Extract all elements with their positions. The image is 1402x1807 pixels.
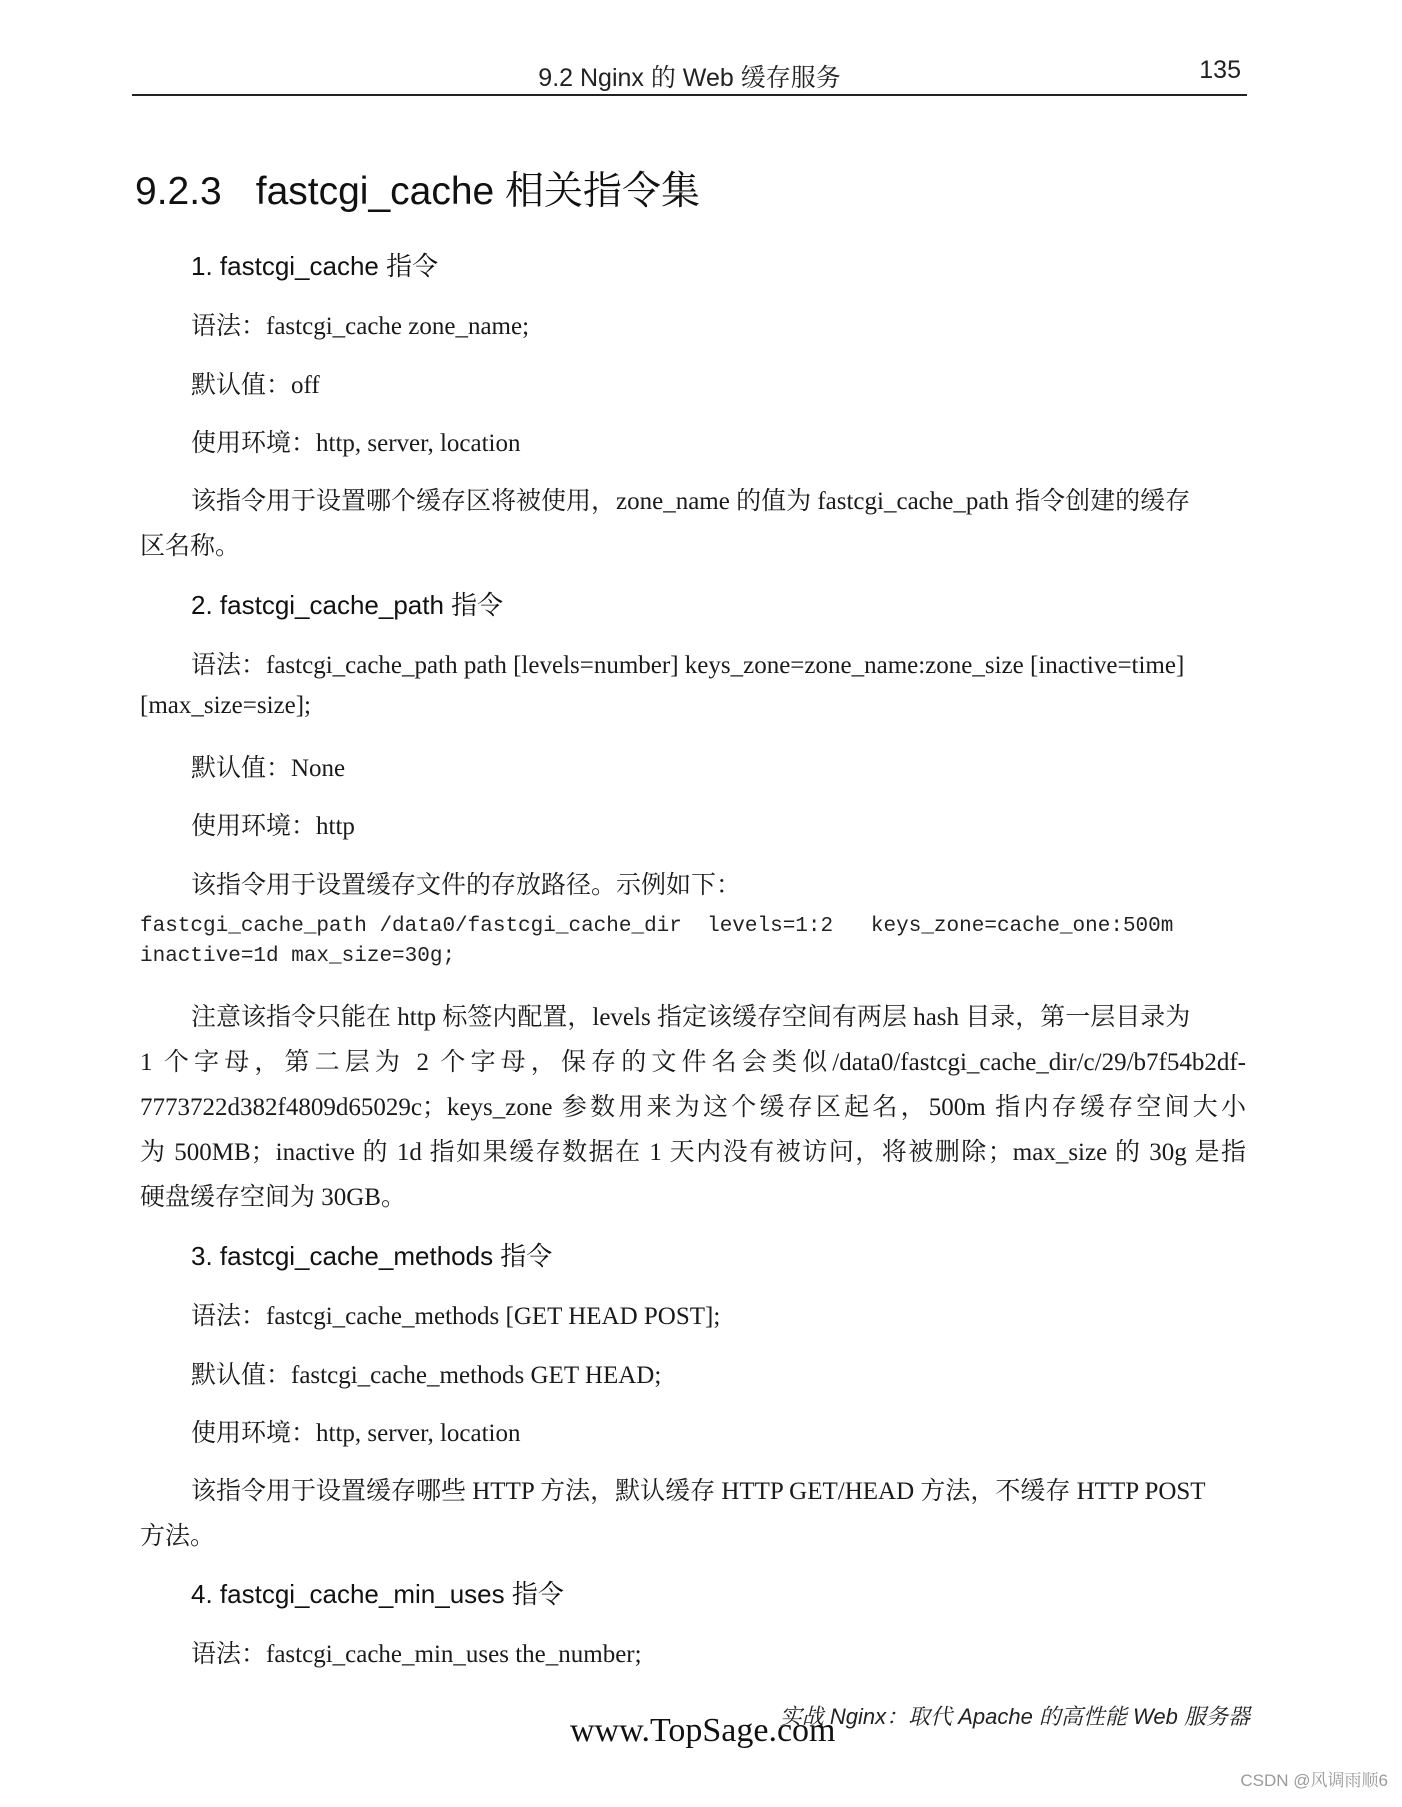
directive-1-syntax: 语法：fastcgi_cache zone_name; <box>191 313 530 340</box>
directive-2-default: 默认值：None <box>191 755 346 782</box>
directive-3-description: 该指令用于设置缓存哪些 HTTP 方法，默认缓存 HTTP GET/HEAD 方法，不缓存 HTTP POST <box>191 1478 1206 1505</box>
running-head-title: 9.2 Nginx 的 Web 缓存服务 <box>538 64 841 92</box>
directive-2-syntax: 语法：fastcgi_cache_path path [levels=number] keys_zone=zone_name:zone_size [inactive=time] <box>191 652 1185 679</box>
footer-url: www.TopSage.com <box>570 1712 836 1749</box>
directive-4-syntax: 语法：fastcgi_cache_min_uses the_number; <box>191 1641 642 1668</box>
directive-4-heading: 4. fastcgi_cache_min_uses 指令 <box>191 1579 564 1609</box>
section-title <box>135 160 700 216</box>
code-example-line-1: fastcgi_cache_path /data0/fastcgi_cache_dir levels=1:2 keys_zone=cache_one:500m <box>140 915 1174 938</box>
directive-1-heading: 1. fastcgi_cache 指令 <box>191 251 439 281</box>
directive-2-note: 注意该指令只能在 http 标签内配置，levels 指定该缓存空间有两层 hash 目录，第一层目录为 <box>191 1004 1191 1031</box>
book-series-title: 实战 Nginx：取代 Apache 的高性能 Web 服务器 <box>779 1704 1250 1729</box>
directive-3-context: 使用环境：http, server, location <box>191 1420 521 1447</box>
directive-1-description-cont: 区名称。 <box>140 533 241 560</box>
directive-2-syntax-cont: [max_size=size]; <box>140 692 311 719</box>
code-example-line-2: inactive=1d max_size=30g; <box>140 945 456 968</box>
directive-1-default: 默认值：off <box>191 372 320 399</box>
csdn-watermark: CSDN @风调雨顺6 <box>1240 1771 1388 1790</box>
directive-2-note-cont: 1 个字母，第二层为 2 个字母，保存的文件名会类似/data0/fastcgi_cache_dir/c/29/b7f54b2df- <box>140 1049 1246 1076</box>
directive-2-note-cont: 7773722d382f4809d65029c；keys_zone 参数用来为这个缓存区起名，500m 指内存缓存空间大小 <box>140 1094 1246 1121</box>
directive-3-heading: 3. fastcgi_cache_methods 指令 <box>191 1241 553 1271</box>
directive-3-description-cont: 方法。 <box>140 1523 216 1550</box>
directive-2-description: 该指令用于设置缓存文件的存放路径。示例如下： <box>191 872 742 899</box>
directive-2-heading: 2. fastcgi_cache_path 指令 <box>191 590 504 620</box>
directive-2-context: 使用环境：http <box>191 813 355 840</box>
directive-2-note-cont: 为 500MB；inactive 的 1d 指如果缓存数据在 1 天内没有被访问，将被删除；max_size 的 30g 是指 <box>140 1139 1246 1166</box>
section-title-text: fastcgi_cache 相关指令集 <box>255 170 701 213</box>
page-number: 135 <box>1199 56 1241 84</box>
directive-1-description: 该指令用于设置哪个缓存区将被使用，zone_name 的值为 fastcgi_cache_path 指令创建的缓存 <box>191 488 1191 515</box>
directive-2-note-cont: 硬盘缓存空间为 30GB。 <box>140 1184 406 1211</box>
directive-1-context: 使用环境：http, server, location <box>191 430 521 457</box>
running-head <box>132 54 1247 96</box>
section-number: 9.2.3 <box>135 170 222 213</box>
directive-3-default: 默认值：fastcgi_cache_methods GET HEAD; <box>191 1362 662 1389</box>
directive-3-syntax: 语法：fastcgi_cache_methods [GET HEAD POST]; <box>191 1303 721 1330</box>
